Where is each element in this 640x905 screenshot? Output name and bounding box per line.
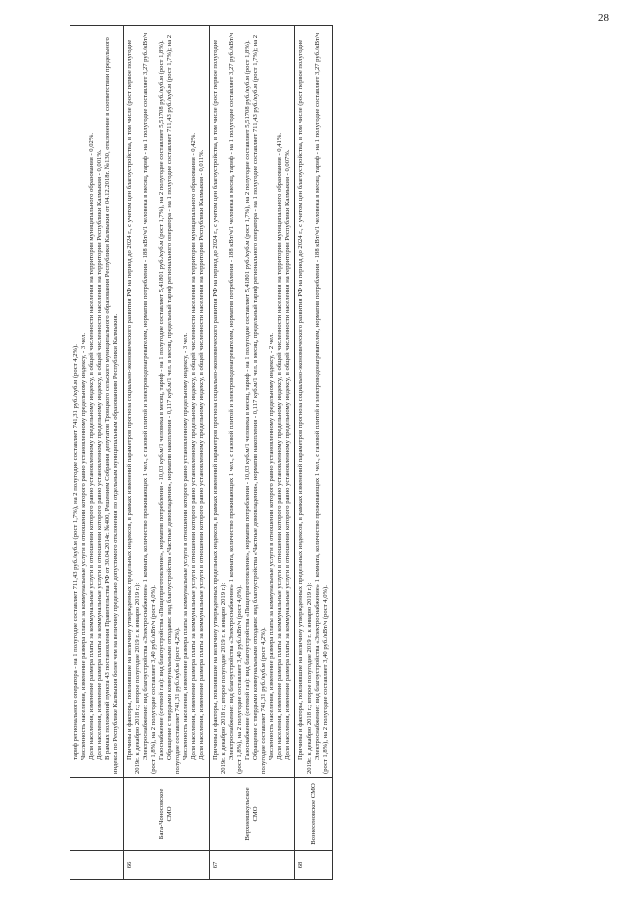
paragraph: Численность населения, изменение размера платы за коммунальные услуги в отношении которого равно установленному предельному индексу, - 3 чел. bbox=[182, 333, 190, 760]
municipality-table bbox=[70, 25, 333, 880]
paragraph: Доля населения, изменение размера платы за коммунальные услуги в отношении которого равно установленному предельному индексу, в общей численности населения на территории муниципального образования - 0,42%. bbox=[190, 133, 198, 760]
paragraph: Электроснабжение: вид благоустройства «Электроснабжение» 1 комната, количество проживающих 1 чел., с газовой плитой и электроводонагревателем, норматив потребления - 188 кВт/ч/1 человека в месяц, тариф - на 1 полугодие составляет 3,27 руб./кВт/ч (рост 1,8%), на 2 полугодие составляет 3,40 руб./кВт/ч (рост 4,0%). bbox=[313, 32, 329, 774]
row-number: 68 bbox=[295, 851, 332, 880]
table-row bbox=[295, 26, 332, 880]
page-number: 28 bbox=[598, 12, 609, 24]
paragraph: тариф регионального оператора - на 1 полугодие составляет 711,43 руб./куб.м (рост 1,7%), на 2 полугодие составляет 741,31 руб./куб.м (рост 4,2%). bbox=[72, 344, 79, 760]
paragraph: Численность населения, изменение размера платы за коммунальные услуги в отношении которого равно установленному предельному индексу, - 2 чел. bbox=[268, 333, 276, 760]
paragraph: Газоснабжение (сетевой газ): вид благоустройства «Пищеприготовление», норматив потребления - 10,03 куб.м/1 человека в месяц, тариф - на 1 полугодие составляет 5,41801 руб./куб.м (рост 1,7%), на 2 полугодие составляет 5,51708 руб./куб.м (рост 1,8%). bbox=[243, 40, 251, 760]
paragraph: Газоснабжение (сетевой газ): вид благоустройства «Пищеприготовление», норматив потребления - 10,03 куб.м/1 человека в месяц, тариф - на 1 полугодие составляет 5,41801 руб./куб.м (рост 1,7%), на 2 полугодие составляет 5,51708 руб./куб.м (рост 1,8%). bbox=[157, 40, 165, 760]
paragraph: Причины и факторы, повлиявшие на величину утвержденных предельных индексов, в рамках изменений параметров прогноза социально-экономического развития РФ на период до 2024 г., с учетом цен благоустройства, в том числе (рост первое полугодие 2019г. к декабрю 2018 г.; второе полугодие 2019 г. к январю 2019 г.): bbox=[211, 39, 227, 774]
municipality-name: Бага-Чоносовское СМО bbox=[123, 778, 209, 851]
paragraph: Численность населения, изменение размера платы за коммунальные услуги в отношении которого равно установленному предельному индексу, - 3 чел. bbox=[80, 333, 88, 760]
table-row bbox=[209, 26, 295, 880]
paragraph: Электроснабжение: вид благоустройства «Электроснабжение» 1 комната, количество проживающих 1 чел., с газовой плитой и электроводонагревателем, норматив потребления - 188 кВт/ч/1 человека в месяц, тариф - на 1 полугодие составляет 3,27 руб./кВт/ч (рост 1,8%), на 2 полугодие составляет 3,40 руб./кВт/ч (рост 4,0%). bbox=[227, 32, 243, 774]
municipality-name bbox=[70, 778, 123, 851]
row-number: 66 bbox=[123, 851, 209, 880]
paragraph: Доля населения, изменение размера платы за коммунальные услуги в отношении которого равно установленному предельному индексу, в общей численности населения на территории муниципального образования - 0,41%. bbox=[276, 133, 284, 760]
row-description bbox=[209, 26, 295, 778]
paragraph: Обращение с твердыми коммунальными отходами: вид благоустройства «Частные домовладения», норматив накопления - 0,117 куб.м/1 чел. в месяц, предельный тариф регионального оператора - на 1 полугодие составляет 711,43 руб./куб.м (рост 1,7%); на 2 полугодие составляет 741,31 руб./куб.м (рост 4,2%). bbox=[166, 34, 182, 774]
paragraph: Причины и факторы, повлиявшие на величину утвержденных предельных индексов, в рамках изменений параметров прогноза социально-экономического развития РФ на период до 2024 г., с учетом цен благоустройства, в том числе (рост первое полугодие 2019г. к декабрю 2018 г.; второе полугодие 2019 г. к январю 2019 г.): bbox=[125, 39, 141, 774]
row-description bbox=[295, 26, 332, 778]
row-description bbox=[123, 26, 209, 778]
row-description bbox=[70, 26, 123, 778]
paragraph: Электроснабжение: вид благоустройства «Электроснабжение» 1 комната, количество проживающих 1 чел., с газовой плитой и электроводонагревателем, норматив потребления - 188 кВт/ч/1 человека в месяц, тариф - на 1 полугодие составляет 3,27 руб./кВт/ч (рост 1,8%), на 2 полугодие составляет 3,40 руб./кВт/ч (рост 4,0%). bbox=[141, 32, 157, 774]
municipality-name: Вознесеновское СМО bbox=[295, 778, 332, 851]
table-body bbox=[70, 26, 332, 880]
municipality-name: Верхнеяшкульское СМО bbox=[209, 778, 295, 851]
paragraph: В рамках положений пункта 43 постановления Правительства РФ от 30.04.2014г. №400, Решением Собрания депутатов Троицкого сельского муниципального образования Республики Калмыкия от 04.12.2018г. №130, отклонение в соответствии предельного индекса по Республике Калмыкия более чем на величину предельно допустимого отклонения по отдельным муниципальным образованиям Республики Калмыкия. bbox=[104, 37, 120, 774]
paragraph: Причины и факторы, повлиявшие на величину утвержденных предельных индексов, в рамках изменений параметров прогноза социально-экономического развития РФ на период до 2024 г., с учетом цен благоустройства, в том числе (рост первое полугодие 2019г. к декабрю 2018 г.; второе полугодие 2019 г. к январю 2019 г.): bbox=[297, 39, 313, 774]
paragraph: Доля населения, изменение размера платы за коммунальные услуги в отношении которого равно установленному предельному индексу, в общей численности населения на территории муниципального образования - 0,02%. bbox=[88, 133, 96, 760]
paragraph: Обращение с твердыми коммунальными отходами: вид благоустройства «Частные домовладения», норматив накопления - 0,117 куб.м/1 чел. в месяц, предельный тариф регионального оператора - на 1 полугодие составляет 711,43 руб./куб.м (рост 1,7%); на 2 полугодие составляет 741,31 руб./куб.м (рост 4,2%). bbox=[251, 34, 268, 774]
row-number bbox=[70, 851, 123, 880]
table-row bbox=[123, 26, 209, 880]
row-number: 67 bbox=[209, 851, 295, 880]
rotated-table-wrapper bbox=[70, 25, 630, 880]
table-row bbox=[70, 26, 123, 880]
paragraph: Доля населения, изменение размера платы за коммунальные услуги в отношении которого равно установленному предельному индексу, в общей численности населения на территории Республики Калмыкия - 0,011%. bbox=[198, 149, 206, 760]
paragraph: Доля населения, изменение размера платы за коммунальные услуги в отношении которого равно установленному предельному индексу, в общей численности населения на территории Республики Калмыкия - 0,001%. bbox=[96, 149, 104, 760]
paragraph: Доля населения, изменение размера платы за коммунальные услуги в отношении которого равно установленному предельному индексу, в общей численности населения на территории Республики Калмыкия - 0,007%. bbox=[284, 149, 292, 760]
